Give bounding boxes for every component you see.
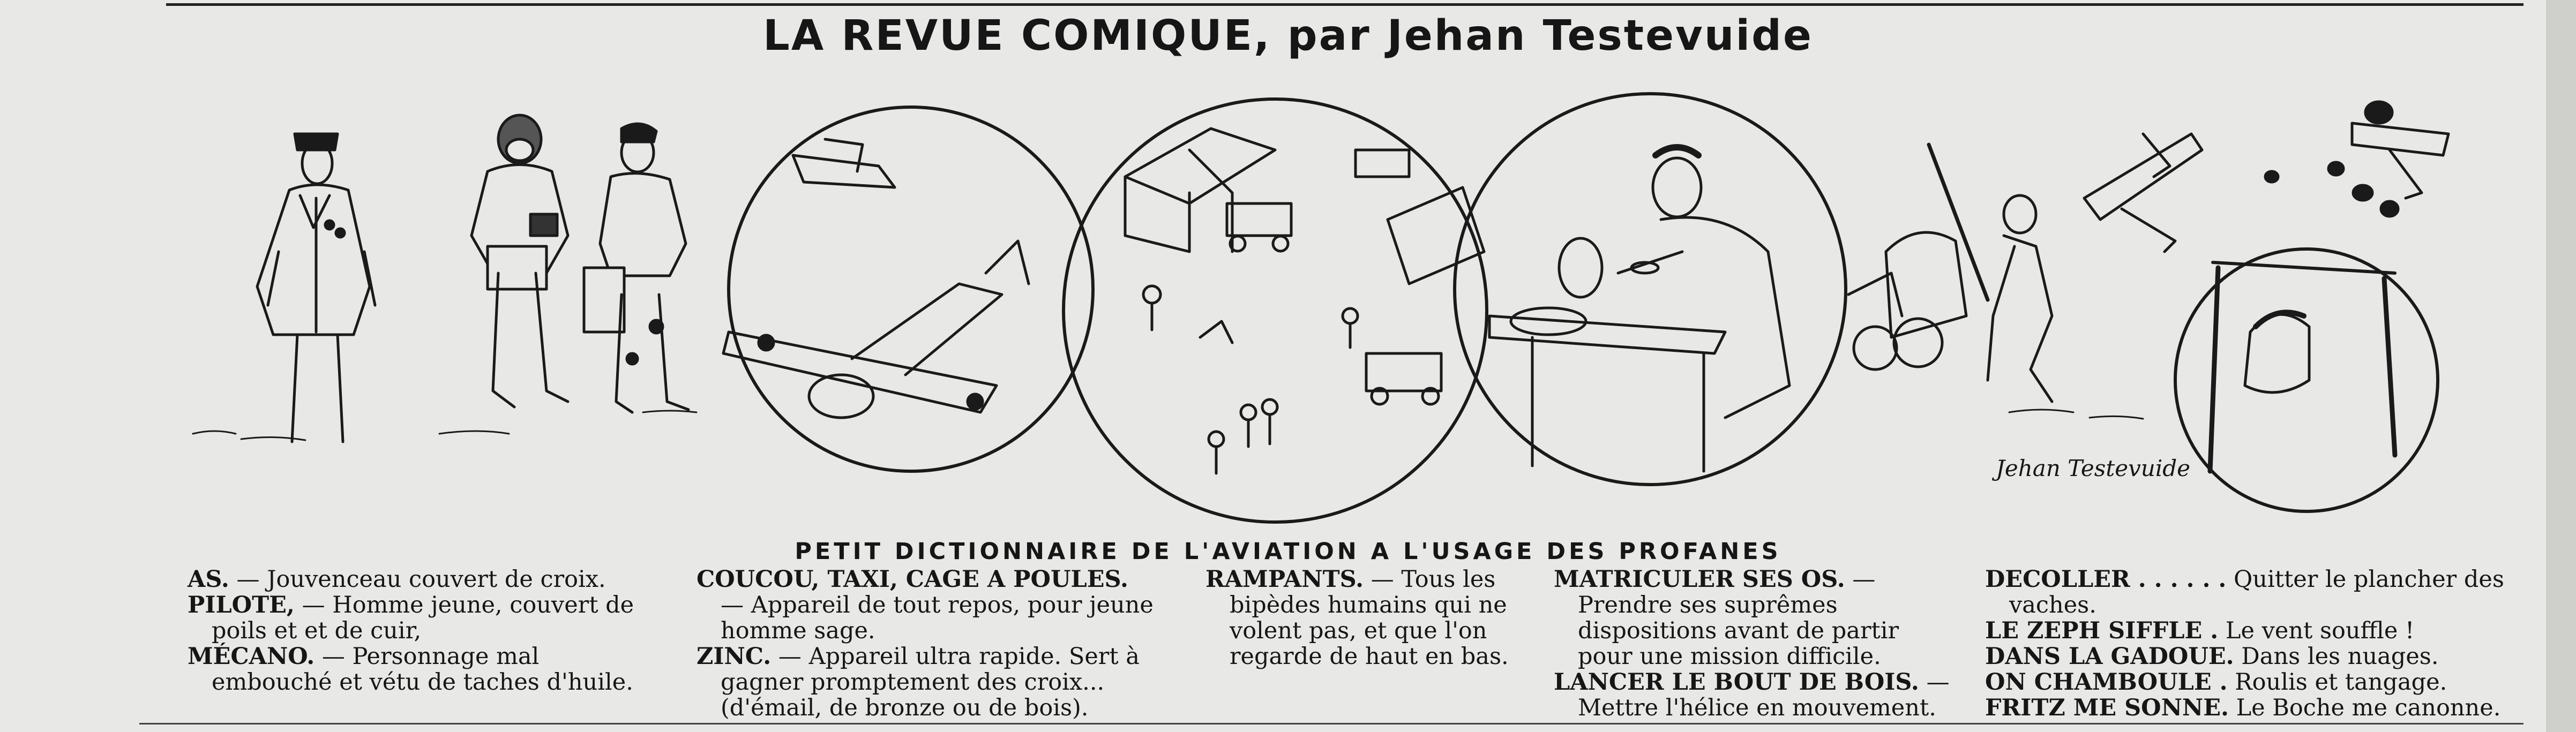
entry-term: COUCOU, TAXI, CAGE A POULES. <box>697 566 1128 593</box>
dictionary-column-3 <box>1205 567 1527 669</box>
dictionary-entry <box>697 567 1157 644</box>
panel-sighting <box>2175 249 2438 511</box>
entry-definition: — Jouvenceau couvert de croix. <box>236 566 606 593</box>
dictionary-entry <box>1985 669 2521 695</box>
entry-term: MÉCANO. <box>188 643 315 670</box>
figure-mecano <box>584 124 688 412</box>
entry-definition: — Tous les bipèdes humains qui ne volent pas, et que l'on regarde de haut en bas. <box>1230 566 1509 670</box>
entry-term: DANS LA GADOUE. <box>1985 643 2234 670</box>
entry-definition: Dans les nuages. <box>2241 643 2439 670</box>
entry-term: RAMPANTS. <box>1205 566 1364 593</box>
entry-term: LANCER LE BOUT DE BOIS. <box>1554 669 1919 696</box>
entry-definition: — Personnage mal embouché et vétu de taches d'huile. <box>212 643 633 696</box>
entry-term: ON CHAMBOULE . <box>1985 669 2228 696</box>
entry-term: LE ZEPH SIFFLE . <box>1985 617 2219 644</box>
figure-crash <box>1848 145 2052 402</box>
dictionary-entry <box>1985 567 2521 618</box>
entry-definition: — Prendre ses suprêmes dispositions avant de partir pour une mission difficile. <box>1578 566 1899 670</box>
dictionary-entry <box>697 644 1157 721</box>
entry-definition: — Homme jeune, couvert de poils et et de cuir, <box>212 592 634 644</box>
dictionary-entry <box>1554 567 1956 669</box>
entry-term: DECOLLER . . . . . . <box>1985 566 2227 593</box>
dictionary-column-4 <box>1554 567 1956 721</box>
panel-biplanes <box>723 107 1093 471</box>
entry-term: PILOTE, <box>188 592 295 618</box>
dictionary-column-1 <box>188 567 659 695</box>
entry-definition: Le vent souffle ! <box>2225 617 2415 644</box>
figure-pilote <box>471 115 568 407</box>
dictionary-entry <box>1205 567 1527 669</box>
dictionary-entry <box>1985 644 2521 669</box>
bottom-rule <box>139 723 2523 725</box>
entry-definition: Quitter le plancher des vaches. <box>2009 566 2504 618</box>
dictionary-column-5 <box>1985 567 2521 721</box>
dictionary-entry <box>188 592 659 644</box>
dictionary-entry <box>188 644 659 695</box>
entry-definition: — Appareil ultra rapide. Sert à gagner promptement des croix... (d'émail, de bronze ou de bois). <box>721 643 1140 721</box>
entry-definition: — Appareil de tout repos, pour jeune homme sage. <box>721 592 1154 644</box>
figure-as <box>257 134 375 442</box>
dictionary-entry <box>188 567 659 592</box>
dictionary-column-2 <box>697 567 1157 721</box>
entry-definition: Roulis et tangage. <box>2235 669 2447 696</box>
entry-definition: Le Boche me canonne. <box>2236 695 2501 721</box>
entry-definition: — Mettre l'hélice en mouvement. <box>1578 669 1950 721</box>
dictionary-title: PETIT DICTIONNAIRE DE L'AVIATION A L'USAGE DES PROFANES <box>795 538 1781 565</box>
entry-term: AS. <box>188 566 229 593</box>
ground-lines <box>193 410 2143 440</box>
entry-term: MATRICULER SES OS. <box>1554 566 1845 593</box>
artist-signature: Jehan Testevuide <box>1996 455 2191 481</box>
sky-biplanes <box>2084 102 2448 252</box>
panel-meal <box>1455 94 1846 485</box>
panel-airfield <box>1064 99 1487 522</box>
page-edge <box>2546 0 2576 732</box>
entry-term: FRITZ ME SONNE. <box>1985 695 2229 721</box>
dictionary-entry <box>1985 618 2521 644</box>
top-rule <box>166 3 2523 6</box>
page-title: LA REVUE COMIQUE, par Jehan Testevuide <box>763 12 1813 60</box>
dictionary-entry <box>1985 695 2521 721</box>
entry-term: ZINC. <box>697 643 772 670</box>
dictionary-entry <box>1554 669 1956 721</box>
